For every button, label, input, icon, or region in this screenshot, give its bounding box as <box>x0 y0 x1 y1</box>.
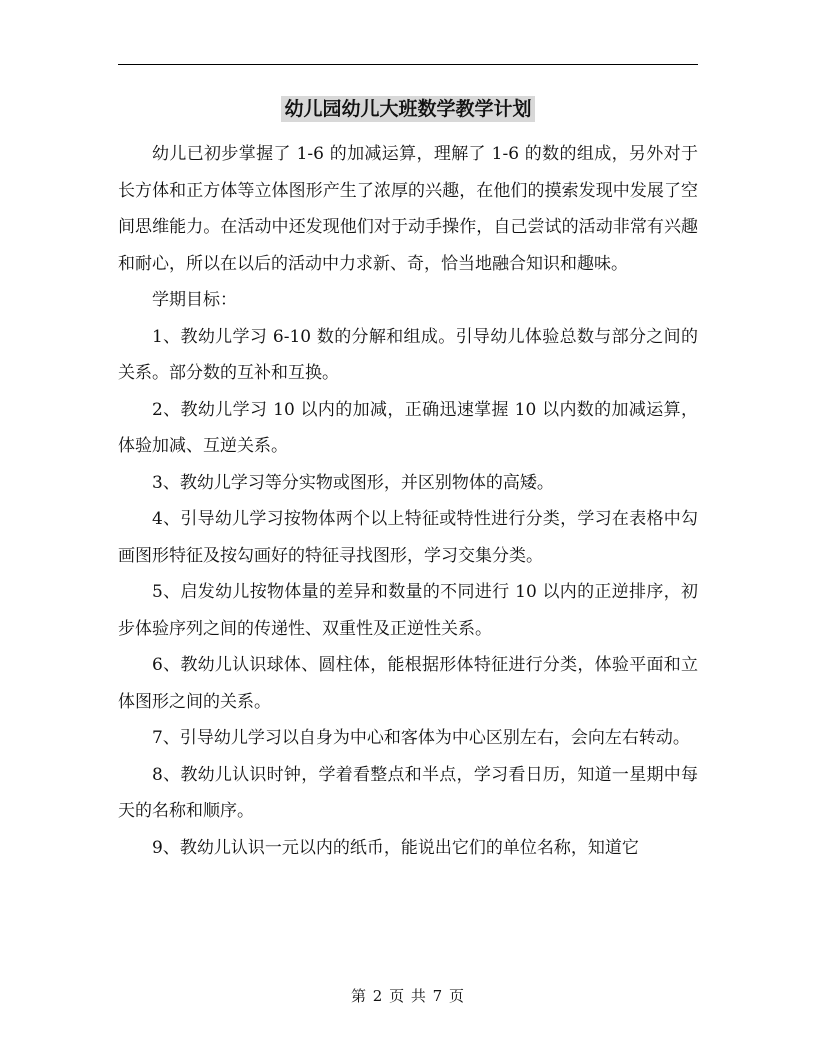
goal-item-3: 3、教幼儿学习等分实物或图形，并区别物体的高矮。 <box>152 472 554 493</box>
goal-item-8: 8、教幼儿认识时钟，学着看整点和半点，学习看日历，知道一星期中每天的名称和顺序。 <box>118 764 698 821</box>
goal-item-7: 7、引导幼儿学习以自身为中心和客体为中心区别左右，会向左右转动。 <box>152 728 690 748</box>
document-body <box>118 136 698 866</box>
goal-item-5: 5、启发幼儿按物体量的差异和数量的不同进行 10 以内的正逆排序，初步体验序列之间的传递性、双重性及正逆性关系。 <box>118 582 698 639</box>
goal-item-4: 4、引导幼儿学习按物体两个以上特征或特性进行分类，学习在表格中勾画图形特征及按勾画好的特征寻找图形，学习交集分类。 <box>118 509 698 566</box>
document-title <box>118 92 698 126</box>
goal-item-6: 6、教幼儿认识球体、圆柱体，能根据形体特征进行分类，体验平面和立体图形之间的关系。 <box>118 655 698 712</box>
goal-item-9: 9、教幼儿认识一元以内的纸币，能说出它们的单位名称，知道它 <box>152 837 639 858</box>
document-title-text: 幼儿园幼儿大班数学教学计划 <box>281 96 534 122</box>
goal-item-1: 1、教幼儿学习 6-10 数的分解和组成。引导幼儿体验总数与部分之间的关系。部分数的互补和互换。 <box>118 326 698 383</box>
page-number: 第 2 页 共 7 页 <box>351 987 465 1005</box>
intro-paragraph: 幼儿已初步掌握了 1-6 的加减运算，理解了 1-6 的数的组成，另外对于长方体和正方体等立体图形产生了浓厚的兴趣，在他们的摸索发现中发展了空间思维能力。在活动中还发现他们对于动手操作，自己尝试的活动非常有兴趣和耐心，所以在以后的活动中力求新、奇，恰当地融合知识和趣味。 <box>118 144 698 274</box>
goals-heading: 学期目标： <box>152 290 237 310</box>
header-rule <box>118 64 698 65</box>
goal-item-2: 2、教幼儿学习 10 以内的加减，正确迅速掌握 10 以内数的加减运算，体验加减、互逆关系。 <box>118 399 698 456</box>
